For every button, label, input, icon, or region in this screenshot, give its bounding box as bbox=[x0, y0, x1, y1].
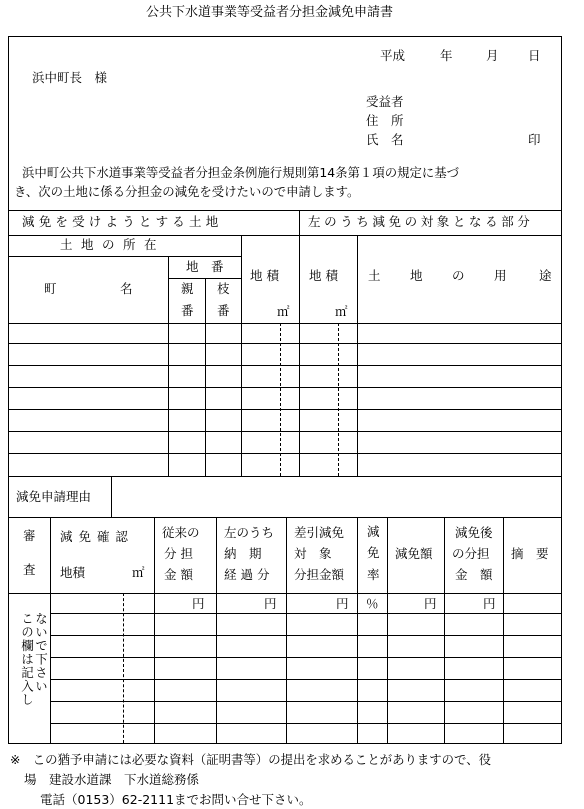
land-use-header-5: 途 bbox=[539, 268, 552, 283]
review-col-1 bbox=[50, 517, 51, 744]
confirm-unit: ㎡ bbox=[132, 565, 145, 580]
amount-header: 減免額 bbox=[395, 546, 433, 561]
diff-header-1: 差引減免 bbox=[294, 525, 345, 540]
area-left-header: 地 積 bbox=[250, 268, 279, 283]
land-use-header-4: 用 bbox=[494, 268, 507, 283]
reason-label-end bbox=[111, 476, 112, 518]
land-row-line-6 bbox=[8, 431, 562, 432]
land-use-header-1: 土 bbox=[368, 268, 381, 283]
land-row-line-2 bbox=[8, 343, 562, 344]
paid-header-2: 納 期 bbox=[224, 546, 262, 561]
diff-header-2: 対 象 bbox=[294, 546, 332, 561]
confirm-area: 地積 bbox=[60, 565, 86, 580]
addressee: 浜中町長 様 bbox=[32, 70, 108, 85]
parent-header-2: 番 bbox=[181, 303, 194, 318]
rate-header-3: 率 bbox=[367, 567, 380, 582]
frame-right bbox=[561, 36, 562, 744]
land-row-line-1 bbox=[8, 323, 562, 324]
date-year: 年 bbox=[440, 48, 453, 63]
diff-header-3: 分担金額 bbox=[294, 567, 345, 582]
land-table-top bbox=[8, 210, 562, 211]
review-col-7 bbox=[444, 517, 445, 744]
land-use-header-2: 地 bbox=[410, 268, 423, 283]
branch-header-2: 番 bbox=[217, 303, 230, 318]
lot-number-header: 地 番 bbox=[186, 259, 224, 274]
review-row-line-2 bbox=[50, 635, 562, 636]
after-header-1: 減免後 bbox=[455, 525, 493, 540]
review-row-line-1 bbox=[50, 613, 562, 614]
paid-header-3: 経 過 分 bbox=[224, 567, 270, 582]
area-left-dash bbox=[280, 323, 281, 476]
review-col-2 bbox=[154, 517, 155, 744]
location-header: 土地の所在 bbox=[60, 237, 166, 252]
prev-header-3: 金 額 bbox=[164, 567, 193, 582]
footer-line-3: 電話（0153）62-2111までお問い合せ下さい。 bbox=[40, 792, 312, 807]
prev-header-1: 従来の bbox=[162, 525, 200, 540]
remarks-header: 摘 要 bbox=[511, 546, 549, 561]
paid-header-1: 左のうち bbox=[224, 525, 275, 540]
statement-line-2: き、次の土地に係る分担金の減免を受けたいので申請します。 bbox=[14, 184, 360, 199]
land-col-town-end bbox=[168, 256, 169, 476]
area-right-unit: ㎡ bbox=[335, 304, 348, 319]
review-col-3 bbox=[216, 517, 217, 744]
reason-label: 減免申請理由 bbox=[16, 489, 92, 504]
review-row-line-4 bbox=[50, 679, 562, 680]
land-group-right: 左のうち減免の対象となる部分 bbox=[308, 214, 534, 229]
frame-top bbox=[8, 36, 562, 37]
reason-bottom bbox=[8, 517, 562, 518]
land-row-line-3 bbox=[8, 365, 562, 366]
area-right-header: 地 積 bbox=[309, 268, 338, 283]
land-group-split bbox=[299, 210, 300, 476]
land-row-line-4 bbox=[8, 387, 562, 388]
footer-line-1: ※ この猶予申請には必要な資料（証明書等）の提出を求めることがありますので、役 bbox=[10, 752, 491, 767]
land-use-header-3: の bbox=[452, 268, 465, 283]
page-title: 公共下水道事業等受益者分担金減免申請書 bbox=[146, 5, 394, 20]
town-header: 町 bbox=[44, 281, 57, 296]
rate-header-2: 免 bbox=[367, 545, 380, 560]
review-col-5 bbox=[357, 517, 358, 744]
applicant-label: 受益者 bbox=[366, 94, 404, 109]
unit-yen-3: 円 bbox=[336, 596, 349, 611]
seal-mark: 印 bbox=[528, 132, 541, 147]
land-col-lot-end bbox=[241, 235, 242, 476]
area-right-dash bbox=[338, 323, 339, 476]
location-divider bbox=[8, 256, 241, 257]
name-label: 氏 名 bbox=[366, 132, 404, 147]
land-table-bottom bbox=[8, 476, 562, 477]
unit-yen-2: 円 bbox=[264, 596, 277, 611]
land-col-parent-end bbox=[205, 278, 206, 476]
branch-header-1: 枝 bbox=[217, 281, 230, 296]
unit-yen-1: 円 bbox=[192, 596, 205, 611]
review-row-line-3 bbox=[50, 657, 562, 658]
review-col-8 bbox=[503, 517, 504, 744]
statement-line-1: 浜中町公共下水道事業等受益者分担金条例施行規則第14条第１項の規定に基づ bbox=[22, 165, 460, 180]
parent-header-1: 親 bbox=[181, 281, 194, 296]
frame-left bbox=[8, 36, 9, 744]
land-row-line-5 bbox=[8, 409, 562, 410]
rate-header-1: 減 bbox=[367, 524, 380, 539]
town-name-header: 名 bbox=[120, 281, 133, 296]
date-month: 月 bbox=[486, 48, 499, 63]
review-col-6 bbox=[387, 517, 388, 744]
date-era: 平成 bbox=[380, 48, 406, 63]
do-not-fill-note-2: ないで下さい bbox=[33, 612, 49, 693]
unit-percent: ％ bbox=[366, 596, 379, 611]
review-header-bottom bbox=[8, 593, 562, 594]
review-col-4 bbox=[286, 517, 287, 744]
land-group-divider bbox=[8, 235, 562, 236]
after-header-3: 金 額 bbox=[455, 567, 493, 582]
review-row-line-5 bbox=[50, 701, 562, 702]
land-col-area-right-end bbox=[357, 235, 358, 476]
confirm-header: 減 免 確 認 bbox=[60, 529, 129, 544]
area-left-unit: ㎡ bbox=[277, 304, 290, 319]
review-shin: 審 bbox=[23, 528, 36, 543]
land-group-left: 減免を受けようとする土地 bbox=[22, 214, 223, 229]
address-label: 住 所 bbox=[366, 113, 404, 128]
after-header-2: の分担 bbox=[452, 546, 490, 561]
unit-yen-5: 円 bbox=[483, 596, 496, 611]
land-row-line-7 bbox=[8, 453, 562, 454]
footer-line-2: 場 建設水道課 下水道総務係 bbox=[24, 772, 200, 787]
do-not-fill-note-1: この欄は記入し bbox=[19, 612, 35, 707]
review-sa: 査 bbox=[23, 562, 36, 577]
date-day: 日 bbox=[528, 48, 541, 63]
unit-yen-4: 円 bbox=[424, 596, 437, 611]
frame-bottom bbox=[8, 743, 562, 744]
confirm-dash bbox=[123, 593, 124, 743]
prev-header-2: 分 担 bbox=[164, 546, 193, 561]
review-row-line-6 bbox=[50, 723, 562, 724]
